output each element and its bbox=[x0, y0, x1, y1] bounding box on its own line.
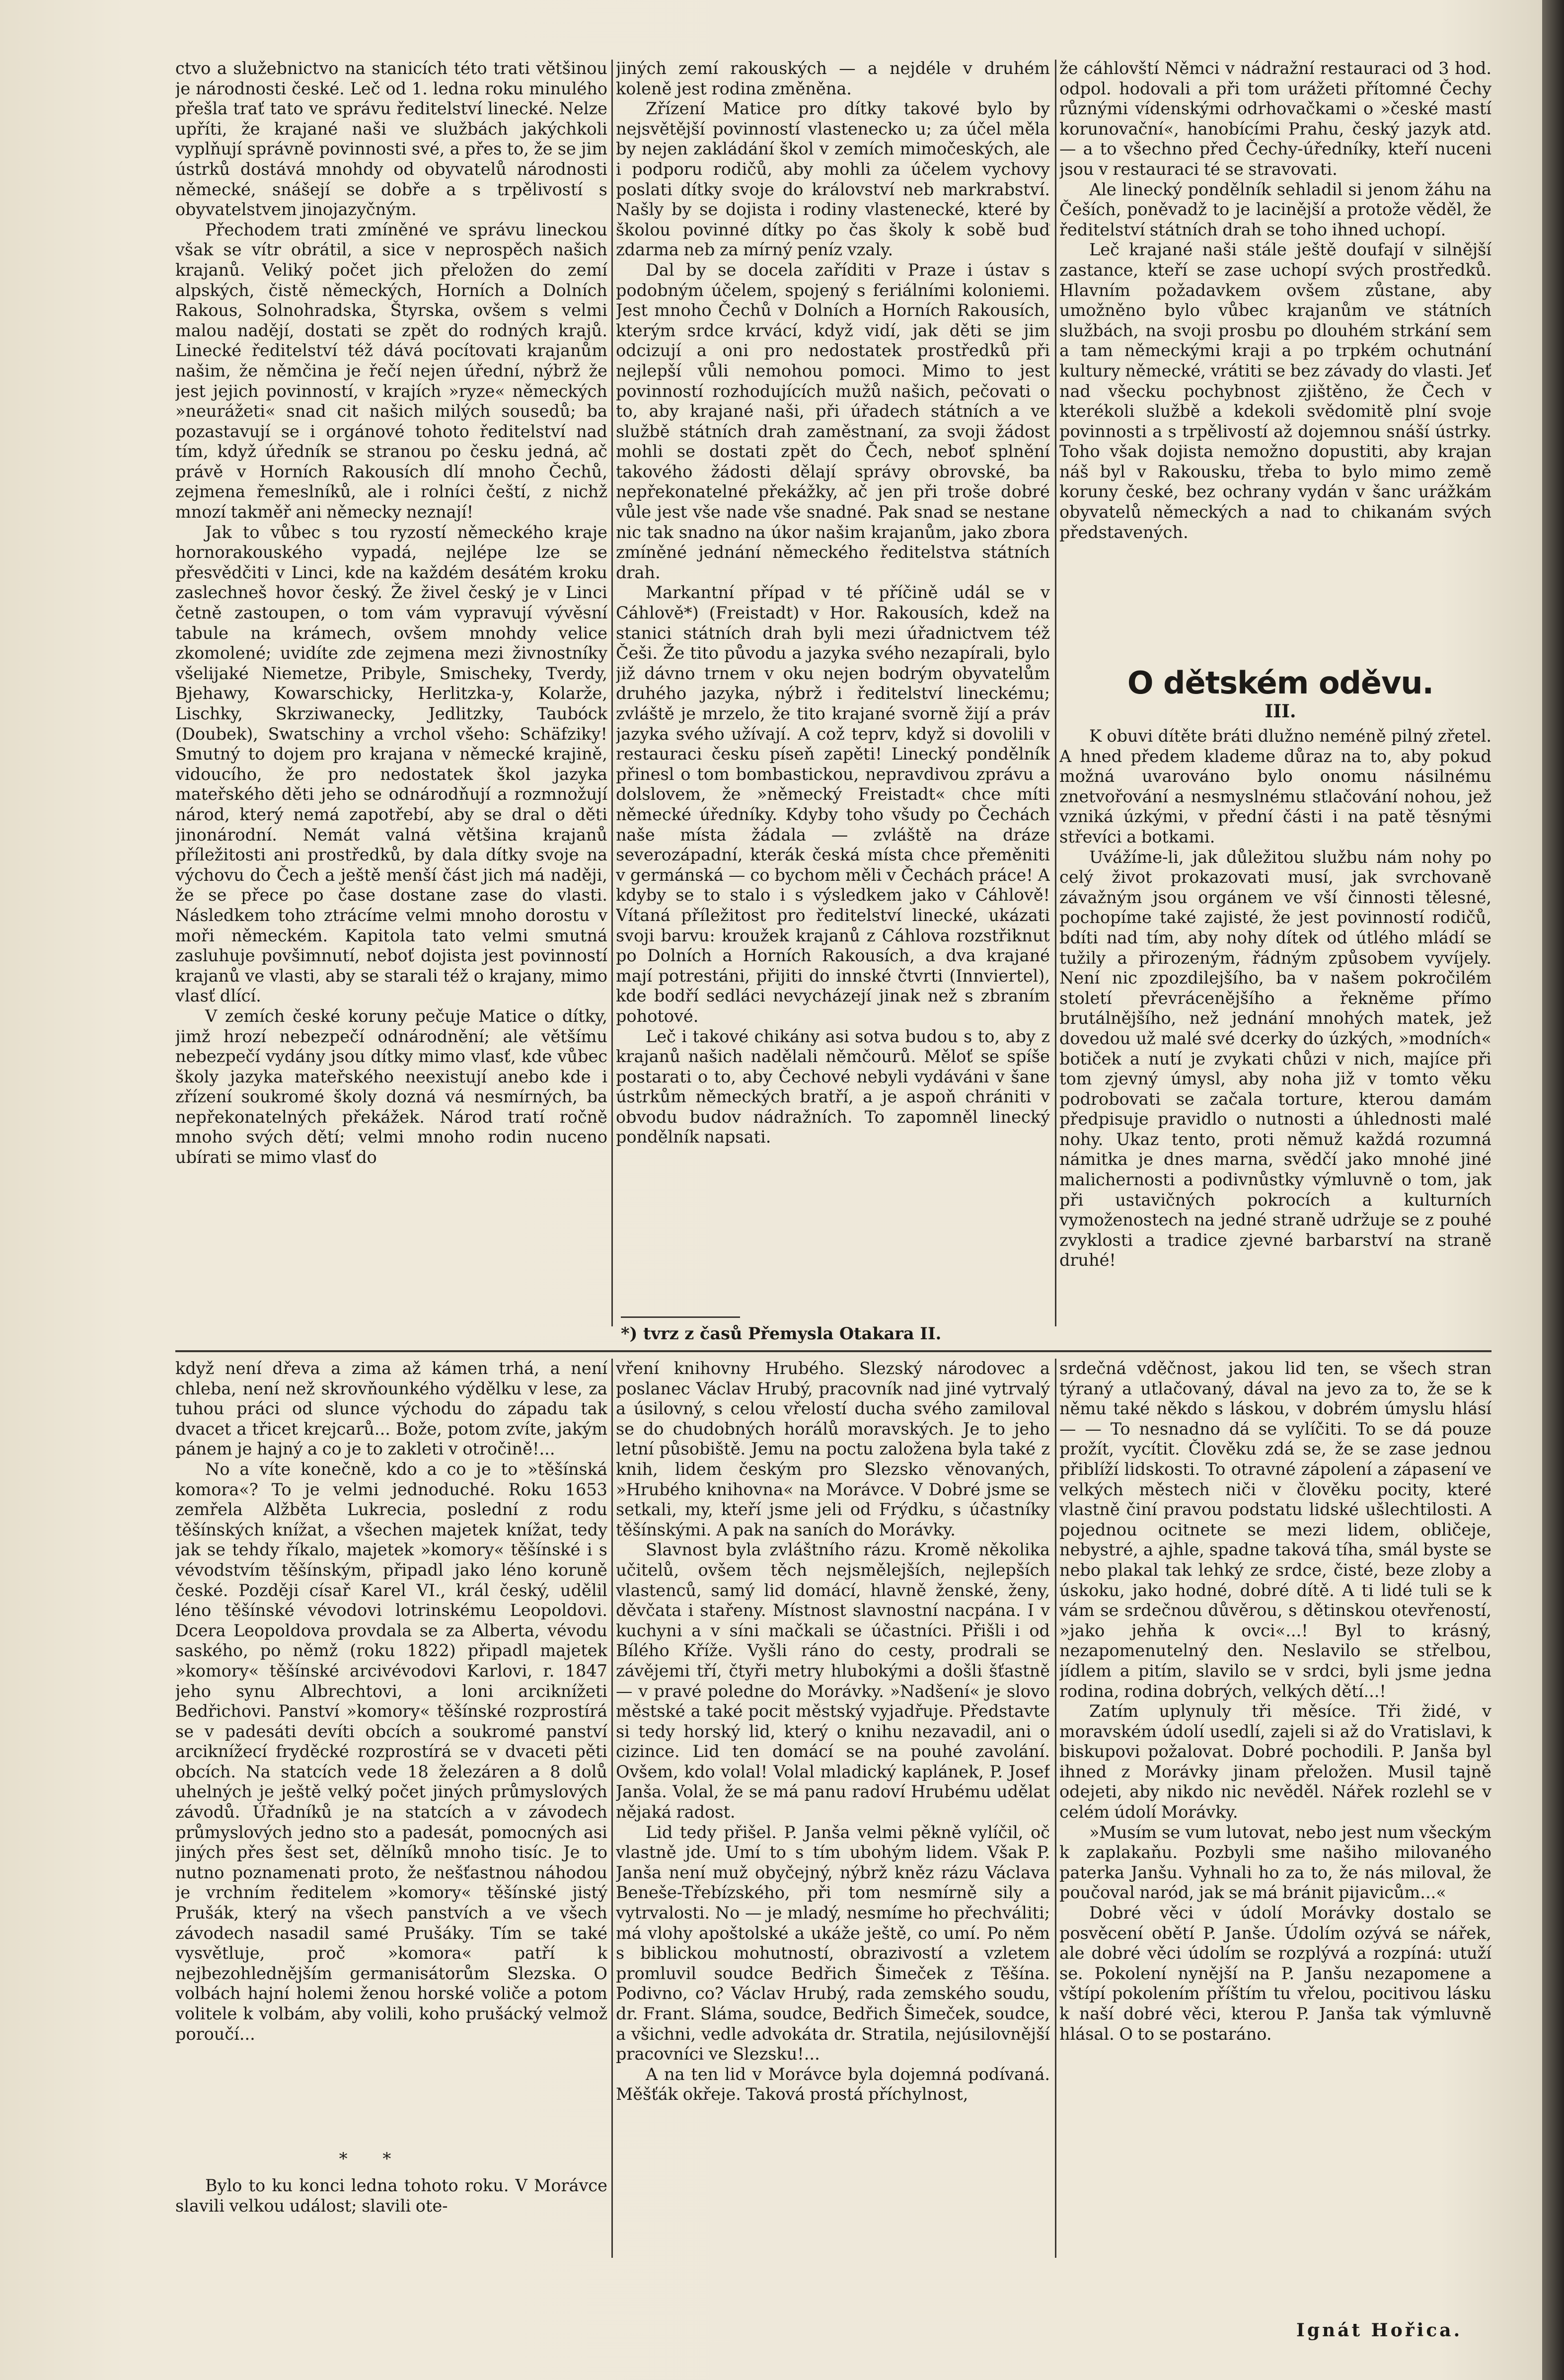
scan-edge bbox=[1542, 0, 1564, 2380]
article-bottom-column-2 bbox=[616, 1359, 1050, 2233]
article-section-number: III. bbox=[1265, 701, 1296, 722]
paragraph: Přechodem trati zmíněné ve správu lineckou však se vítr obrátil, a sice v neprospěch našich krajanů. Veliký počet jich přeložen do zemí alpských, čistě německých, Horních a Dolních Rakous, Solnohradska, Štyrska, ovšem s velmi malou nadějí, dostati se zpět do rodných krajů. Linecké ředitelství též dává pocítovati krajanům našim, že němčina je řečí nejen úřední, nýbrž že jest jejich povinností, v krajích »ryze« německých »neurážeti« snad cit našich milých sousedů; ba pozastavují se i orgánové tohoto ředitelství nad tím, když úředník se stranou po česku jedná, ač právě v Horních Rakousích dlí mnoho Čechů, zejmena řemeslníků, ale i rolníci čeští, z nichž mnozí takměř ani německy neznají! bbox=[175, 220, 607, 522]
paragraph: Slavnost byla zvláštního rázu. Kromě několika učitelů, ovšem těch nejsmělejších, nejlepších vlastenců, samý lid domácí, hlavně ženské, ženy, děvčata i stařeny. Místnost slavnostní nacpána. I v kuchyni a v síni mačkali se účastníci. Přišli i od Bílého Kříže. Vyšli ráno do cesty, prodrali se závějemi tří, čtyři metry hlubokými a došli šťastně — v pravé poledne do Morávky. »Nadšení« je slovo městské a také pocit městský vyjadřuje. Představte si tedy horský lid, který o knihu nezavadil, ani o cizince. Lid ten domácí se na pouhé zavolání. Ovšem, kdo volal! Volal mladický kaplánek, P. Josef Janša. Volal, že se má panu radoví Hrubému udělat nějaká radost. bbox=[616, 1540, 1050, 1822]
column-divider bbox=[611, 1359, 613, 2258]
paragraph: V zemích české koruny pečuje Matice o dítky, jimž hrozí nebezpečí odnárodnění; ale většímu nebezpečí vydány jsou dítky mimo vlasť, kde vůbec školy jazyka mateřského neexistují anebo kde i zřízení soukromé školy dozná vá nesmírných, ba nepřekonatelných překážek. Národ tratí ročně mnoho svých dětí; velmi mnoho rodin nuceno ubírati se mimo vlasť do bbox=[175, 1006, 607, 1167]
paragraph: Zatím uplynuly tři měsíce. Tři židé, v moravském údolí usedlí, zajeli si až do Vratislavi, k biskupovi požalovat. Dobré pochodili. P. Janša byl ihned z Morávky jinam přeložen. Musil tajně odejeti, aby nikdo nic nevěděl. Nářek rozlehl se v celém údolí Morávky. bbox=[1059, 1701, 1491, 1822]
paragraph: Markantní případ v té příčině udál se v Cáhlově*) (Freistadt) v Hor. Rakousích, kdež na stanici státních drah byli mezi úřadnictvem též Češi. Že tito původu a jazyka svého nezapírali, bylo již dávno trnem v oku nejen bodrým obyvatelům druhého jazyka, nýbrž i ředitelství lineckému; zvláště je mrzelo, že tito krajané svorně žijí a práv jazyka svého užívají. A což teprv, když si dovolili v restauraci česku píseň zapěti! Linecký pondělník přinesl o tom bombastickou, nepravdivou zprávu a dolslovem, že »německý Freistadt« chce míti německé úředníky. Kdyby toho všudy po Čechách naše místa žádala — zvláště na dráze severozápadní, kterák česká místa chce přeměniti v germánská — co bychom měli v Čechách práce! A kdyby se to stalo i s výsledkem jako v Cáhlově! Vítaná příležitost pro ředitelství linecké, ukázati svoji barvu: kroužek krajanů z Cáhlova rozstřiknut po Dolních a Horních Rakousích, a dva krajané mají potrestáni, přijiti do innské čtvrti (Innviertel), kde bodří sedláci nevycházejí jinak než s zbraním pohotové. bbox=[616, 583, 1050, 1026]
paragraph: jiných zemí rakouských — a nejdéle v druhém koleně jest rodina změněna. bbox=[616, 59, 1050, 98]
column-divider bbox=[611, 60, 613, 1326]
paragraph: Dobré věci v údolí Morávky dostalo se posvěcení obětí P. Janše. Údolím ozývá se nářek, ale dobré věci údolím se rozplývá a rozpíná: utuží se. Pokolení nynější na P. Janšu nezapomene a vštípí pokolením příštím tu vřelou, pocitivou lásku k naší dobré věci, kterou P. Janša tak výmluvně hlásal. O to se postaráno. bbox=[1059, 1903, 1491, 2044]
paragraph: Ale linecký pondělník sehladil si jenom žáhu na Češích, poněvadž to je lacinější a protože věděl, že ředitelství státních drah se toho ihned uchopí. bbox=[1059, 179, 1491, 239]
paragraph: že cáhlovští Němci v nádražní restauraci od 3 hod. odpol. hodovali a při tom urážeti přítomné Čechy různými vídenskými odrhovačkami o »české mastí korunovační«, hanobícími Prahu, český jazyk atd. — a to všechno před Čechy-úředníky, kteří nuceni jsou v restauraci té se stravovati. bbox=[1059, 59, 1491, 179]
column-divider bbox=[1055, 60, 1056, 1326]
article-top-column-3 bbox=[1059, 59, 1491, 661]
paragraph: Uvážíme-li, jak důležitou službu nám nohy po celý život prokazovati musí, jak svrchovaně závažným jsou orgánem ve vší činnosti tělesné, pochopíme také zajisté, že jest povinností rodičů, bdíti nad tím, aby nohy dítek od útlého mládí se tužily a přirozeným, řádným způsobem vyvíjely. Není nic zpozdilejšího, ba v našem pokročilém století převrácenějšího a řekněme přímo brutálnějšího, než jednání mnohých matek, jež dovedou už malé své dcerky do úzkých, »modních« botiček a nutí je zvykati chůzi v nich, majíce při tom zjevný úmysl, aby noha již v tomto věku podrobovati se začala torture, kterou damám předpisuje pravidlo o nutnosti a úhlednosti malé nohy. Ukaz tento, proti němuž každá rozumná námitka je dnes marna, svědčí jako mnohé jiné malichernosti a podivnůstky výmluvně o tom, jak při ustavičných pokrocích a kulturních vymoženostech na jedné straně udržuje se z pouhé zvyklosti a tradice zjevné barbarství na straně druhé! bbox=[1059, 847, 1491, 1270]
paragraph: Lid tedy přišel. P. Janša velmi pěkně vylíčil, oč vlastně jde. Umí to s tím ubohým lidem. Však P. Janša není muž obyčejný, nýbrž kněz rázu Václava Beneše-Třebízského, při tom nesmírně sily a vytrvalosti. No — je mladý, nesmíme ho přechváliti; má vlohy apoštolské a ukáže ještě, co umí. Po něm s biblickou mohutností, obrazivostí a vzletem promluvil soudce Bedřich Šimeček z Těšína. Podivno, co? Václav Hrubý, rada zemského soudu, dr. Frant. Sláma, soudce, Bedřich Šimeček, soudce, a všichni, vedle advokáta dr. Stratila, nejúsilovnější pracovníci ve Slezsku!... bbox=[616, 1822, 1050, 2064]
article-bottom-column-1-end bbox=[175, 2176, 607, 2226]
paragraph: Dal by se docela zaříditi v Praze i ústav s podobným účelem, spojený s feriálními koloniemi. Jest mnoho Čechů v Dolních a Horních Rakousích, kterým srdce krvácí, když vidí, jak děti se jim odcizují a oni pro nedostatek prostředků při nejlepší vůli nemohou pomoci. Mimo to jest povinností rozhodujících mužů našich, pečovati o to, aby krajané naši, při úřadech státních a ve službě státních drah zaměstnaní, za svoji žádost mohli se dostati zpět do Čech, neboť splnění takového žádosti dělají správy obrovské, ba nepřekonatelné překážky, ač jen při troše dobré vůle jest vše nade vše snadné. Pak snad se nestane nic tak snadno na úkor našim krajanům, jako zbora zmíněné jednání německého ředitelstva státních drah. bbox=[616, 260, 1050, 582]
paragraph: K obuvi dítěte bráti dlužno neméně pilný zřetel. A hned předem klademe důraz na to, aby pokud možná uvarováno bylo onomu násilnému znetvořování a nesmyslnému stlačování nohou, jež vzniká úzkými, v přední části i na patě těsnými střevíci a botkami. bbox=[1059, 726, 1491, 846]
paragraph: ctvo a služebnictvo na stanicích této trati většinou je národnosti české. Leč od 1. ledna roku minulého přešla trať tato ve správu ředitelství linecké. Nelze upříti, že krajané naši ve službách jakýchkoli vyplňují správně povinnosti své, a přes to, že se jim ústrků dostává mnohdy od obyvatelů národnosti německé, snášejí se dobře a s trpělivostí s obyvatelstvem jinojazyčným. bbox=[175, 59, 607, 220]
paragraph: vření knihovny Hrubého. Slezský národovec a poslanec Václav Hrubý, pracovník nad jiné vytrvalý a úsilovný, s celou vřelostí ducha svého zamiloval se do chudobných horálů moravských. Je to jeho letní působiště. Jemu na poctu založena byla také z knih, lidem českým pro Slezsko věnovaných, »Hrubého knihovna« na Morávce. V Dobré jsme se setkali, my, kteří jsme jeli od Frýdku, s účastníky těšínskými. A pak na saních do Morávky. bbox=[616, 1359, 1050, 1539]
section-divider bbox=[175, 1350, 1491, 1352]
article-bottom-column-3 bbox=[1059, 1359, 1491, 2317]
paragraph: Zřízení Matice pro dítky takové bylo by nejsvětější povinností vlastenecko u; za účel měla by nejen zakládání škol v zemích mimočeských, ale i podporu rodičů, aby mohli za účelem vychovy poslati dítky svoje do království neb markrabství. Našly by se dojista i rodiny vlastenecké, které by školou povinné dítky po čas školy k sobě buď zdarma neb za mírný peníz vzaly. bbox=[616, 99, 1050, 260]
article-top-column-1 bbox=[175, 59, 607, 1323]
section-separator-stars: * * bbox=[339, 2149, 406, 2169]
paragraph: No a víte konečně, kdo a co je to »těšínská komora«? To je velmi jednoduché. Roku 1653 zemřela Alžběta Lukrecia, poslední z rodu těšínských knížat, a všechen majetek knížat, tedy jak se tehdy říkalo, majetek »komory« těšínské i s vévodstvím těšínským, připadl jako léno koruně české. Později císař Karel VI., král český, udělil léno těšínské vévodovi lotrinskému Leopoldovi. Dcera Leopoldova provdala se za Alberta, vévodu saského, po němž (roku 1822) připadl majetek »komory« těšínské arcivévodovi Karlovi, r. 1847 jeho synu Albrechtovi, a loni arciknížeti Bedřichovi. Panství »komory« těšínské rozprostírá se v padesáti devíti obcích a soukromé panství arciknížecí fryděcké rozprostírá se v dvaceti pěti obcích. Na statcích vede 18 železáren a 8 dolů uhelných je ještě velký počet jiných průmyslových závodů. Úřadníků je na statcích a v závodech průmyslových jedno sto a padesát, pomocných asi jiných přes šest set, dělníků mnoho tisíc. Je to nutno poznamenati proto, že nešťastnou náhodou je vrchním ředitelem »komory« těšínské jistý Prušák, který na všech panstvích a ve všech závodech nasadil samé Prušáky. Tím se také vysvětluje, proč »komora« patří k nejbezohlednějším germanisátorům Slezska. O volbách hajní holemi ženou horské voliče a potom volitele k volbám, aby volili, koho prušácký velmož poroučí... bbox=[175, 1459, 607, 2044]
article-clothing-text bbox=[1059, 726, 1491, 1335]
column-divider bbox=[1055, 1359, 1056, 2258]
paragraph: A na ten lid v Morávce byla dojemná podívaná. Měšťák okřeje. Taková prostá příchylnost, bbox=[616, 2064, 1050, 2104]
paragraph: Leč krajané naši stále ještě doufají v silnější zastance, kteří se zase uchopí svých prostředků. Hlavním požadavkem ovšem zůstane, aby umožněno bylo vůbec krajanům ve státních službách, na svoji prosbu po dlouhém strkání sem a tam německými kraji a po trpkém ochutnání kultury německé, vrátiti se bez závady do vlasti. Jeť nad všecku pochybnost zjištěno, že Čech v kterékoli službě a kdekoli svědomitě plní svoje povinnosti a s trpělivostí až dojemnou snáší ústrky. Toho však dojista nemožno dopustiti, aby krajan náš byl v Rakousku, třeba to bylo mimo země koruny české, bez ochrany vydán v šanc urážkám obyvatelů německých a nad to chikanám svých představených. bbox=[1059, 240, 1491, 542]
author-signature: Ignát Hořica. bbox=[1296, 2320, 1463, 2341]
paragraph: Bylo to ku konci ledna tohoto roku. V Morávce slavili velkou událost; slavili ote- bbox=[175, 2176, 607, 2216]
article-heading: O dětském oděvu. bbox=[1127, 665, 1434, 701]
paragraph: srdečná vděčnost, jakou lid ten, se všech stran týraný a utlačovaný, dával na jevo za to, že se k němu také někdo s láskou, v dobrém úmyslu hlásí — — To nesnadno dá se vylíčiti. To se dá pouze prožít, vycítit. Člověku zdá se, že se zase jednou přiblíží lidskosti. To otravné zápolení a zápasení ve velkých městech niči v člověku pocity, které vlastně činí pravou podstatu lidské ušlechtilosti. A pojednou ocitnete se mezi lidem, obličeje, nebystré, a ajhle, spadne taková tíha, smál byste se nebo plakal tak lehký ze srdce, čisté, beze zloby a úskoku, jako hodné, dobré dítě. A ti lidé tuli se k vám se srdečnou důvěrou, s dětinskou otevřeností, »jako jehňa k ovci«...! Byl to krásný, nezapomenutelný den. Neslavilo se střelbou, jídlem a pitím, slavilo se v srdci, byli jsme jedna rodina, rodina dobrých, velkých dětí...! bbox=[1059, 1359, 1491, 1701]
footnote: *) tvrz z časů Přemysla Otakara II. bbox=[621, 1324, 942, 1343]
paragraph: když není dřeva a zima až kámen trhá, a není chleba, není než skrovňounkého výdělku v lese, za tuhou práci od slunce východu do západu tak dvacet a třicet krejcarů... Bože, potom zvíte, jakým pánem je hajný a co je to zakleti v otročině!... bbox=[175, 1359, 607, 1459]
paragraph: »Musím se vum lutovat, nebo jest num všeckým k zaplakaňu. Pozbyli sme našiho milovaného paterka Janšu. Vyhnali ho za to, že nás miloval, že poučoval naród, jak se má bránit pijavicům...« bbox=[1059, 1822, 1491, 1903]
paragraph: Jak to vůbec s tou ryzostí německého kraje hornorakouského vypadá, nejlépe lze se přesvědčiti v Linci, kde na každém desátém kroku zaslechneš hovor český. Že živel český je v Linci četně zastoupen, o tom vám vypravují vývěsní tabule na krámech, ovšem mnohdy velice zkomolené; uvidíte zde zejmena mezi živnostníky všelijaké Niemetze, Pribyle, Smischeky, Tverdy, Bjehawy, Kowarschicky, Herlitzka-y, Kolarže, Lischky, Skrziwanecky, Jedlitzky, Taubóck (Doubek), Swatschiny a vrchol všeho: Schäfziky! Smutný to dojem pro krajana v německé krajině, vidoucího, že pro nedostatek škol jazyka mateřského děti jeho se odnárodňují a rozmnožují národ, který nemá zapotřebí, aby se dral o děti jinonárodní. Nemát valná většina krajanů příležitosti ani prostředků, by dala dítky svoje na výchovu do Čech a ještě menší část jich má naději, že se přece po čase dostane zase do vlasti. Následkem toho ztrácíme velmi mnoho dorostu v moři německém. Kapitola tato velmi smutná zasluhuje povšimnutí, neboť dojista jest povinností krajanů ve vlasti, aby se starali též o krajany, mimo vlasť dlící. bbox=[175, 522, 607, 1006]
paragraph: Leč i takové chikány asi sotva budou s to, aby z krajanů našich nadělali němčourů. Měloť se spíše postarati o to, aby Čechové nebyli vydáváni v šane ústrkům německých bratří, a je aspoň chrániti v obvodu budov nádražních. To zapomněl linecký pondělník napsati. bbox=[616, 1026, 1050, 1147]
footnote-rule bbox=[621, 1316, 740, 1318]
article-top-column-2 bbox=[616, 59, 1050, 1310]
article-bottom-column-1 bbox=[175, 1359, 607, 2146]
